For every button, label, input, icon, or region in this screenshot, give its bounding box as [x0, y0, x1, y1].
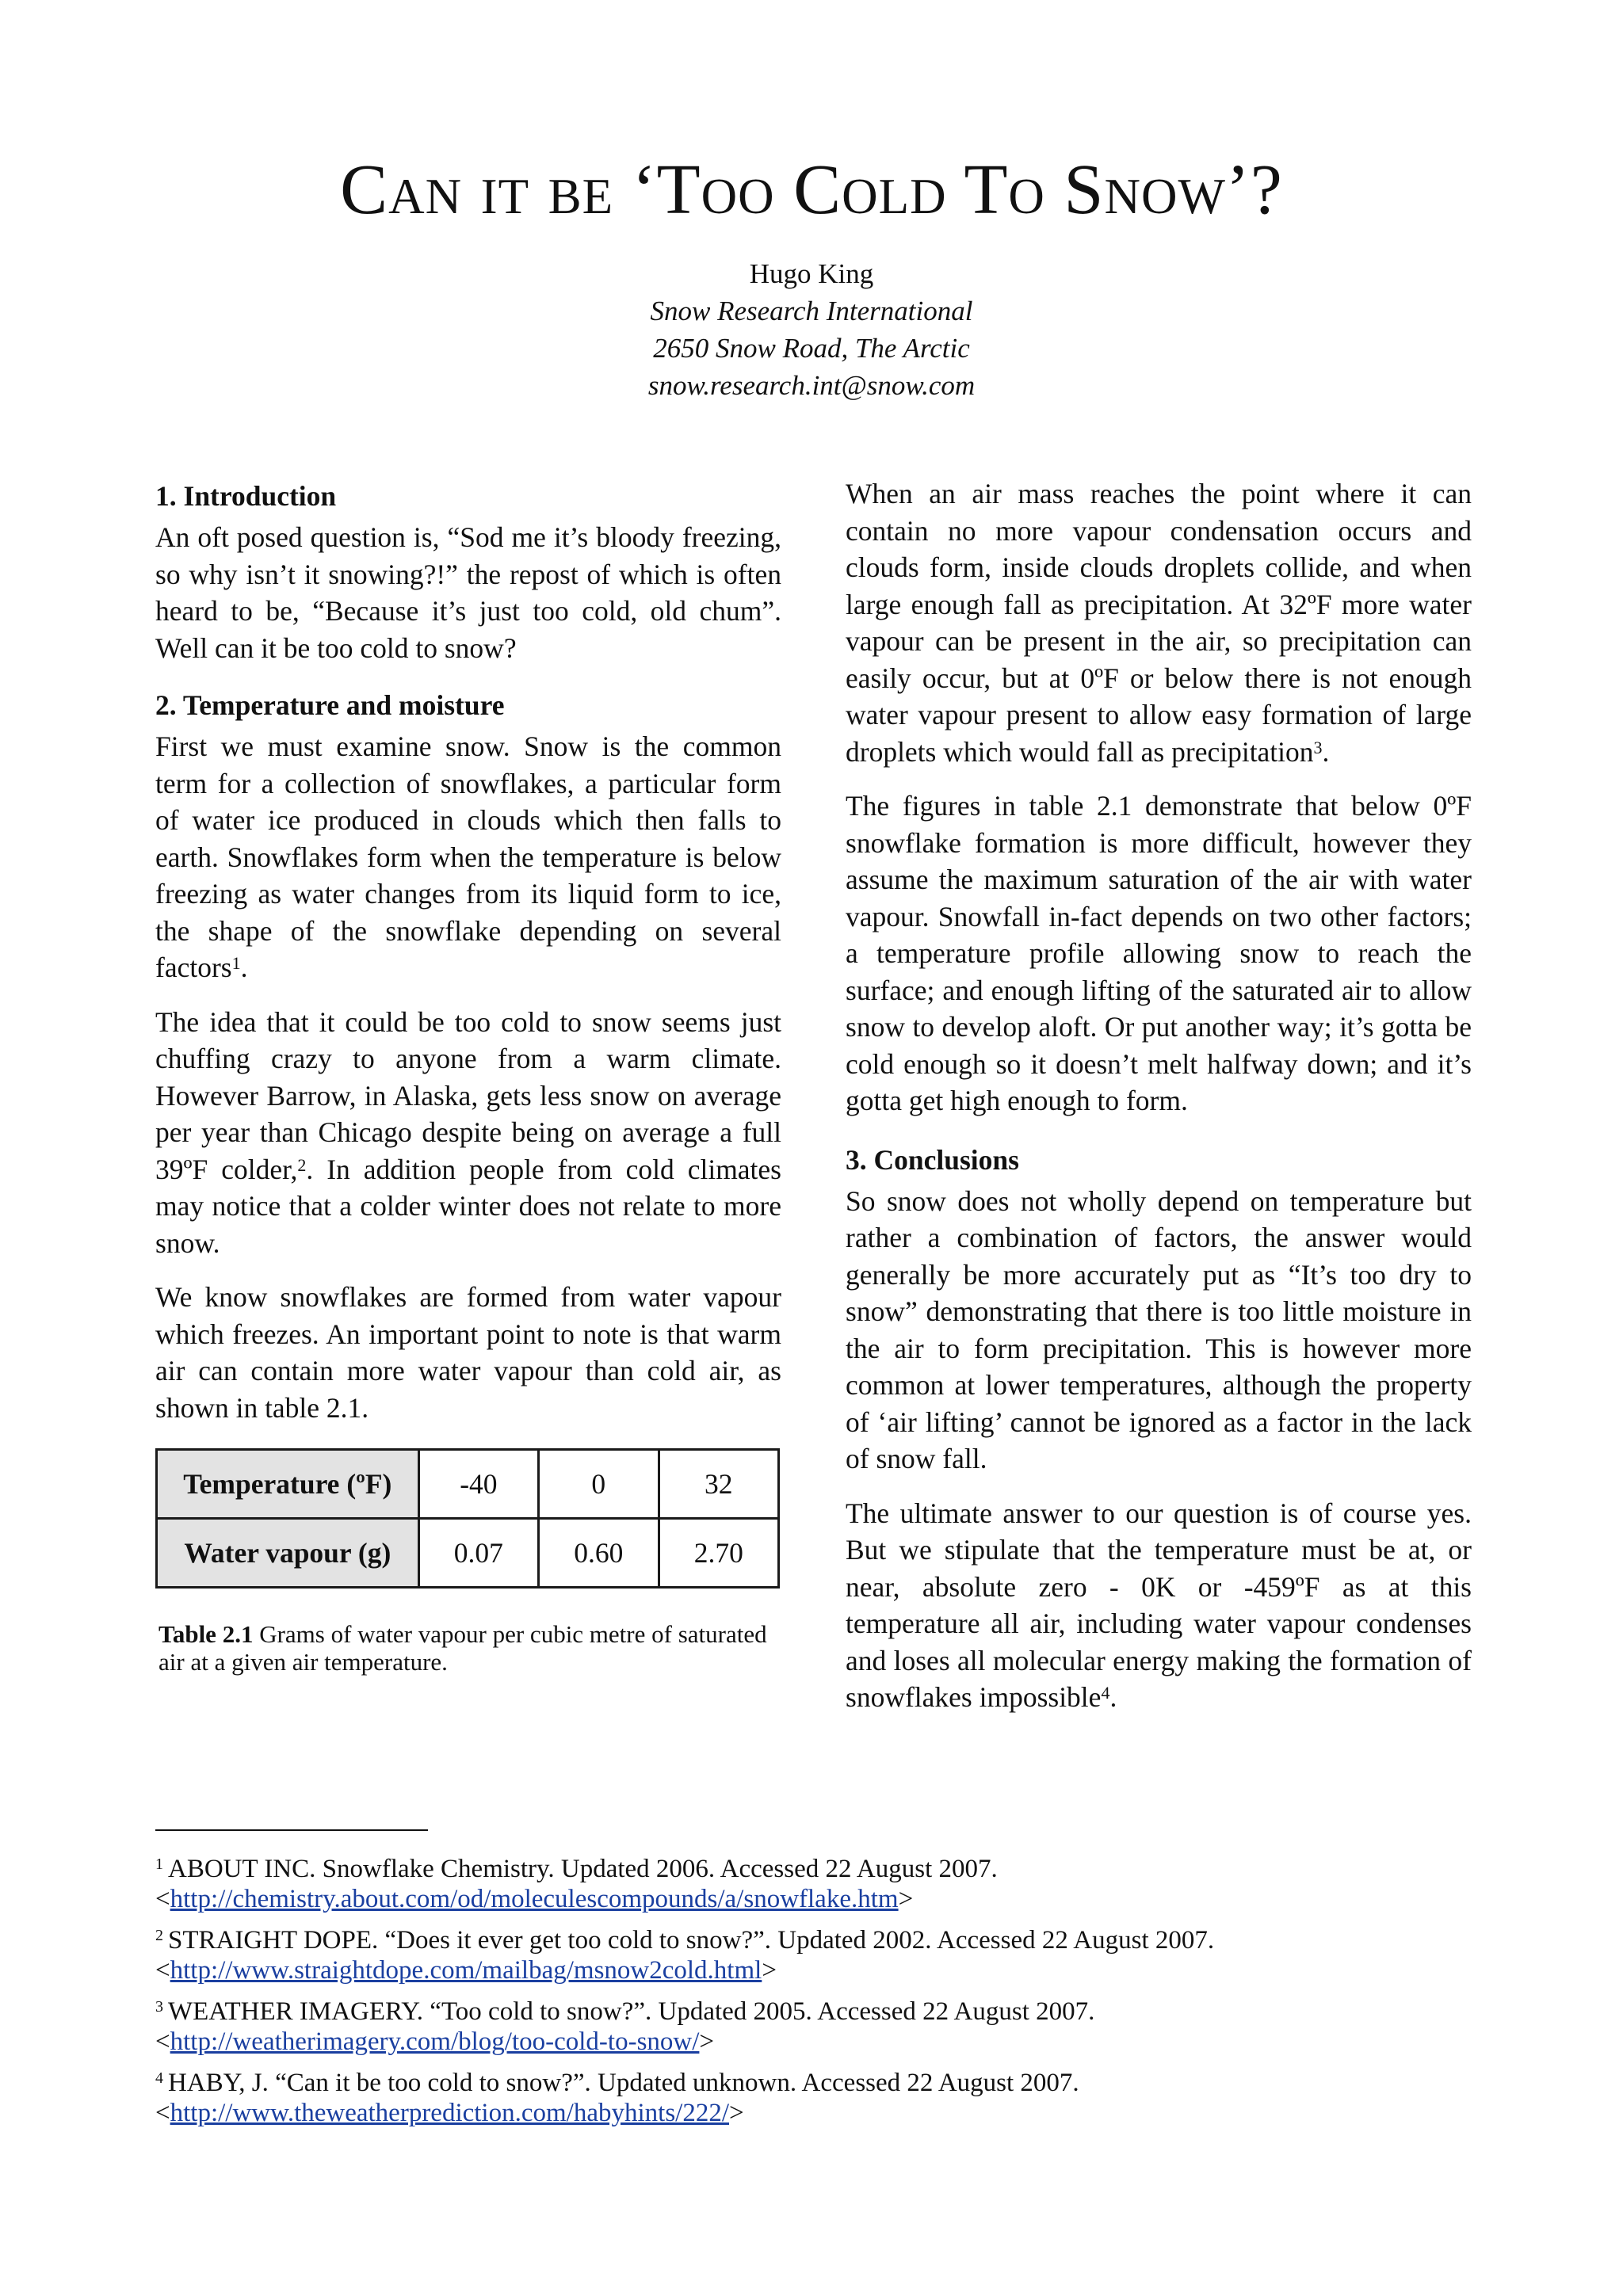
footnote-text: HABY, J. “Can it be too cold to snow?”. Updated unknown. Accessed 22 August 2007. <	[155, 2069, 1079, 2127]
footnote-ref-1[interactable]: 1	[231, 953, 241, 973]
section-heading-temperature: 2. Temperature and moisture	[155, 689, 505, 721]
intro-paragraph: An oft posed question is, “Sod me it’s bloody freezing, so why isn’t it snowing?!” the repost of which is often heard to be, “Because it’s just too cold, old chum”. Well can it be too cold to snow?	[155, 521, 781, 664]
footnote-ref-2[interactable]: 2	[297, 1154, 307, 1175]
footnote-2	[155, 1925, 1471, 1985]
left-column	[155, 478, 781, 1676]
right-column	[846, 475, 1472, 1716]
footnote-text: STRAIGHT DOPE. “Does it ever get too cold to snow?”. Updated 2002. Accessed 22 August 2007. <	[155, 1926, 1215, 1985]
paragraph-text: The idea that it could be too cold to snow seems just chuffing crazy to anyone from a warm climate. However Barrow, in Alaska, gets less snow on average per year than Chicago despite being on average a full 39ºF colder,	[155, 1005, 781, 1185]
author-name: Hugo King	[749, 258, 874, 289]
table-caption-text: Grams of water vapour per cubic metre of saturated air at a given air temperature.	[158, 1620, 767, 1676]
footnote-link[interactable]: http://weatherimagery.com/blog/too-cold-to-snow/	[170, 2027, 700, 2056]
paragraph-text: First we must examine snow. Snow is the common term for a collection of snowflakes, a particular form of water ice produced in clouds which then falls to earth. Snowflakes form when the temperature is below freezing as water changes from its liquid form to ice, the shape of the snowflake depending on several factors	[155, 730, 781, 983]
conclusions-paragraph-1: So snow does not wholly depend on temperature but rather a combination of factors, the answer would generally be more accurately put as “It’s too dry to snow” demonstrating that there is too little moisture in the air to form precipitation. This is however more common at lower temperatures, although the property of ‘air lifting’ cannot be ignored as a factor in the lack of snow fall.	[846, 1184, 1472, 1474]
table-cell: -40	[418, 1450, 538, 1519]
paragraph-text: . In addition people from cold climates may notice that a colder winter does not relate to more snow.	[155, 1153, 781, 1259]
conclusions-paragraph-2: The ultimate answer to our question is of course yes. But we stipulate that the temperature must be at, or near, absolute zero - 0K or -459ºF as at this temperature all air, including water vapour condenses and loses all molecular energy making the formation of snowflakes impossible$^4$.	[846, 1497, 1472, 1713]
table-cell: 0.07	[418, 1519, 538, 1588]
footnotes	[155, 1854, 1471, 2139]
temperature-paragraph-3: We know snowflakes are formed from water vapour which freezes. An important point to note is that warm air can contain more water vapour than cold air, as shown in table 2.1.	[155, 1281, 781, 1424]
table-row	[157, 1450, 779, 1519]
footnote-number: 1	[155, 1855, 163, 1873]
footnote-tail: >	[898, 1885, 914, 1913]
footnote-4	[155, 2068, 1471, 2128]
table-row-header: Temperature (ºF)	[157, 1450, 419, 1519]
section-heading-conclusions: 3. Conclusions	[846, 1143, 1019, 1176]
footnote-link[interactable]: http://www.theweatherprediction.com/habyhints/222/	[170, 2099, 729, 2127]
footnote-link[interactable]: http://chemistry.about.com/od/moleculescompounds/a/snowflake.htm	[170, 1885, 899, 1913]
table-cell: 2.70	[659, 1519, 778, 1588]
temperature-paragraph-2	[155, 1004, 781, 1262]
footnote-number: 4	[155, 2069, 163, 2087]
table-caption	[155, 1620, 781, 1676]
paper-title: Can it be ‘Too Cold To Snow’?	[340, 151, 1283, 229]
footnote-text: WEATHER IMAGERY. “Too cold to snow?”. Updated 2005. Accessed 22 August 2007. <	[155, 1997, 1095, 2056]
water-vapour-table	[155, 1448, 780, 1589]
footnote-number: 2	[155, 1927, 163, 1944]
author-organization: Snow Research International	[650, 296, 973, 326]
temperature-paragraph-1: First we must examine snow. Snow is the common term for a collection of snowflakes, a particular form of water ice produced in clouds which then falls to earth. Snowflakes form when the temperature is below freezing as water changes from its liquid form to ice, the shape of the snowflake depending on several factors$^1$.	[155, 730, 781, 983]
footnote-number: 3	[155, 1998, 163, 2016]
footnote-text: ABOUT INC. Snowflake Chemistry. Updated 2006. Accessed 22 August 2007. <	[155, 1855, 998, 1913]
footnote-tail: >	[729, 2099, 744, 2127]
footnote-1	[155, 1854, 1471, 1914]
footnote-ref-4[interactable]: 4	[1101, 1683, 1110, 1703]
footnote-tail: >	[762, 1956, 777, 1985]
footnote-link[interactable]: http://www.straightdope.com/mailbag/msnow2cold.html	[170, 1956, 762, 1985]
table-cell: 0	[539, 1450, 659, 1519]
table-row-header: Water vapour (g)	[157, 1519, 419, 1588]
table-row	[157, 1519, 779, 1588]
right-paragraph-1: When an air mass reaches the point where it can contain no more vapour condensation occurs and clouds form, inside clouds droplets collide, and when large enough fall as precipitation. At 32ºF more water vapour can be present in the air, so precipitation can easily occur, but at 0ºF or below there is not enough water vapour present to allow easy formation of large droplets which would fall as precipitation$^3$.	[846, 478, 1472, 768]
paragraph-text: When an air mass reaches the point where it can contain no more vapour condensation occurs and clouds form, inside clouds droplets collide, and when large enough fall as precipitation. At 32ºF more water vapour can be present in the air, so precipitation can easily occur, but at 0ºF or below there is not enough water vapour present to allow easy formation of large droplets which would fall as precipitation	[846, 478, 1472, 768]
author-block	[0, 255, 1623, 404]
paragraph-text: The ultimate answer to our question is of course yes. But we stipulate that the temperature must be at, or near, absolute zero - 0K or -459ºF as at this temperature all air, including water vapour condenses and loses all molecular energy making the formation of snowflakes impossible	[846, 1497, 1472, 1713]
table-caption-label: Table 2.1	[158, 1620, 254, 1648]
table-cell: 32	[659, 1450, 778, 1519]
footnote-divider	[155, 1829, 428, 1831]
author-email: snow.research.int@snow.com	[647, 370, 976, 401]
author-address: 2650 Snow Road, The Arctic	[653, 333, 970, 364]
footnote-3	[155, 1997, 1471, 2057]
footnote-tail: >	[699, 2027, 715, 2056]
right-paragraph-2: The figures in table 2.1 demonstrate that below 0ºF snowflake formation is more difficult, however they assume the maximum saturation of the air with water vapour. Snowfall in-fact depends on two other factors; a temperature profile allowing snow to reach the surface; and enough lifting of the saturated air to allow snow to develop aloft. Or put another way; it’s gotta be cold enough so it doesn’t melt halfway down; and it’s gotta get high enough to form.	[846, 790, 1472, 1116]
footnote-ref-3[interactable]: 3	[1313, 737, 1323, 757]
section-heading-introduction: 1. Introduction	[155, 480, 337, 512]
table-cell: 0.60	[539, 1519, 659, 1588]
